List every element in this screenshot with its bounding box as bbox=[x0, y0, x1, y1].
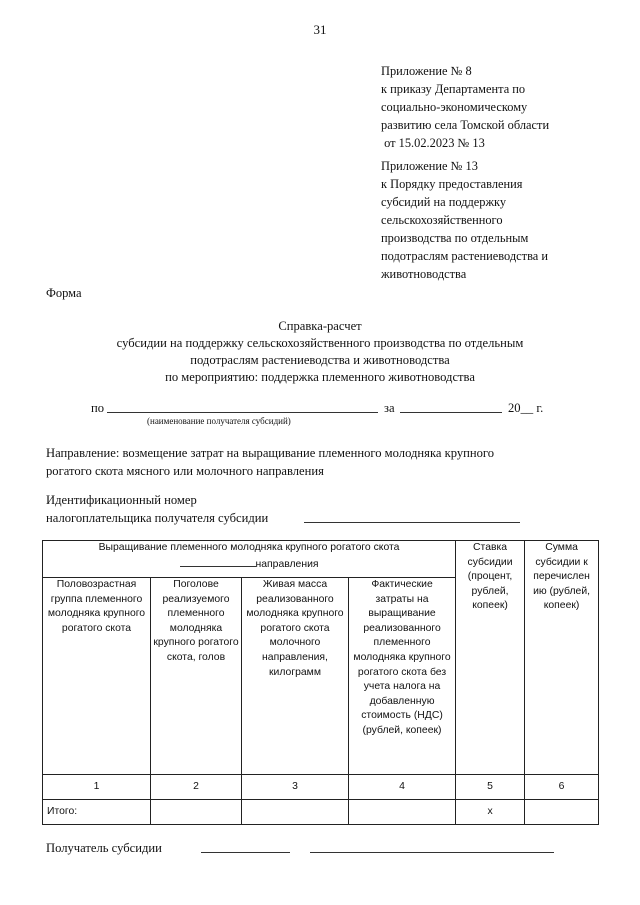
appendix-8-line: социально-экономическому bbox=[381, 100, 528, 114]
title-line: по мероприятию: поддержка племенного животноводства bbox=[165, 370, 475, 384]
signature-field[interactable] bbox=[201, 852, 290, 853]
appendix-8-line: Приложение № 8 bbox=[381, 64, 472, 78]
recipient-po-label: по bbox=[91, 401, 105, 415]
page-number: 31 bbox=[313, 22, 327, 37]
recipient-name-field[interactable] bbox=[107, 412, 378, 413]
calculation-table bbox=[42, 540, 599, 825]
document-title bbox=[0, 318, 640, 386]
group-header-line-2: направления bbox=[255, 558, 319, 570]
col3-header: Живая масса реализованного молодняка крупного рогатого скота молочного направления, килограмм bbox=[242, 578, 349, 775]
total-label: Итого: bbox=[43, 800, 151, 825]
total-cell-3[interactable] bbox=[242, 800, 349, 825]
appendix-8-line: от 15.02.2023 № 13 bbox=[381, 136, 485, 150]
total-rate-cell: х bbox=[456, 800, 525, 825]
total-cell-4[interactable] bbox=[349, 800, 456, 825]
appendix-13-line: животноводства bbox=[381, 267, 467, 281]
sum-header: Сумма субсидии к перечислен ию (рублей, копеек) bbox=[525, 541, 599, 775]
appendix-13-line: сельскохозяйственного bbox=[381, 213, 503, 227]
column-number: 5 bbox=[456, 775, 525, 800]
appendix-8-line: к приказу Департамента по bbox=[381, 82, 526, 96]
total-cell-6[interactable] bbox=[525, 800, 599, 825]
title-line: Справка-расчет bbox=[278, 319, 362, 333]
title-line: подотраслям растениеводства и животноводства bbox=[190, 353, 450, 367]
appendix-13-line: подотраслям растениеводства и bbox=[381, 249, 548, 263]
signature-name-field[interactable] bbox=[310, 852, 554, 853]
appendix-13-reference bbox=[381, 157, 548, 283]
appendix-13-line: производства по отдельным bbox=[381, 231, 529, 245]
form-label: Форма bbox=[46, 286, 82, 300]
col4-header: Фактические затраты на выращивание реализованного племенного молодняка крупного рогатого скота без учета налога на добавленную стоимость (НДС) (рублей, копеек) bbox=[349, 578, 456, 775]
direction-line-1: Направление: возмещение затрат на выращивание племенного молодняка крупного bbox=[46, 446, 495, 460]
direction-type-blank[interactable] bbox=[180, 556, 256, 567]
col2-header: Поголове реализуемого племенного молодняка крупного рогатого скота, голов bbox=[151, 578, 242, 775]
rate-header: Ставка субсидии (процент, рублей, копеек) bbox=[456, 541, 525, 775]
appendix-13-line: субсидий на поддержку bbox=[381, 195, 507, 209]
year-label: 20__ г. bbox=[508, 401, 544, 415]
title-line: субсидии на поддержку сельскохозяйственного производства по отдельным bbox=[116, 336, 524, 350]
recipient-signature-label: Получатель субсидии bbox=[46, 841, 162, 855]
inn-field[interactable] bbox=[304, 522, 520, 523]
appendix-8-line: развитию села Томской области bbox=[381, 118, 550, 132]
recipient-name-hint: (наименование получателя субсидий) bbox=[147, 416, 291, 426]
column-number: 6 bbox=[525, 775, 599, 800]
column-number: 4 bbox=[349, 775, 456, 800]
appendix-13-line: Приложение № 13 bbox=[381, 159, 478, 173]
col1-header: Половозрастная группа племенного молодняка крупного рогатого скота bbox=[43, 578, 151, 775]
group-header-line-1: Выращивание племенного молодняка крупного рогатого скота bbox=[98, 542, 400, 553]
period-field[interactable] bbox=[400, 412, 502, 413]
column-number: 2 bbox=[151, 775, 242, 800]
column-number: 3 bbox=[242, 775, 349, 800]
direction-line-2: рогатого скота мясного или молочного направления bbox=[46, 464, 324, 478]
total-cell-2[interactable] bbox=[151, 800, 242, 825]
period-za-label: за bbox=[384, 401, 395, 415]
inn-line-1: Идентификационный номер bbox=[46, 493, 197, 507]
inn-line-2: налогоплательщика получателя субсидии bbox=[46, 511, 269, 525]
appendix-8-reference bbox=[381, 62, 549, 152]
group-header bbox=[43, 541, 456, 578]
appendix-13-line: к Порядку предоставления bbox=[381, 177, 523, 191]
column-number: 1 bbox=[43, 775, 151, 800]
